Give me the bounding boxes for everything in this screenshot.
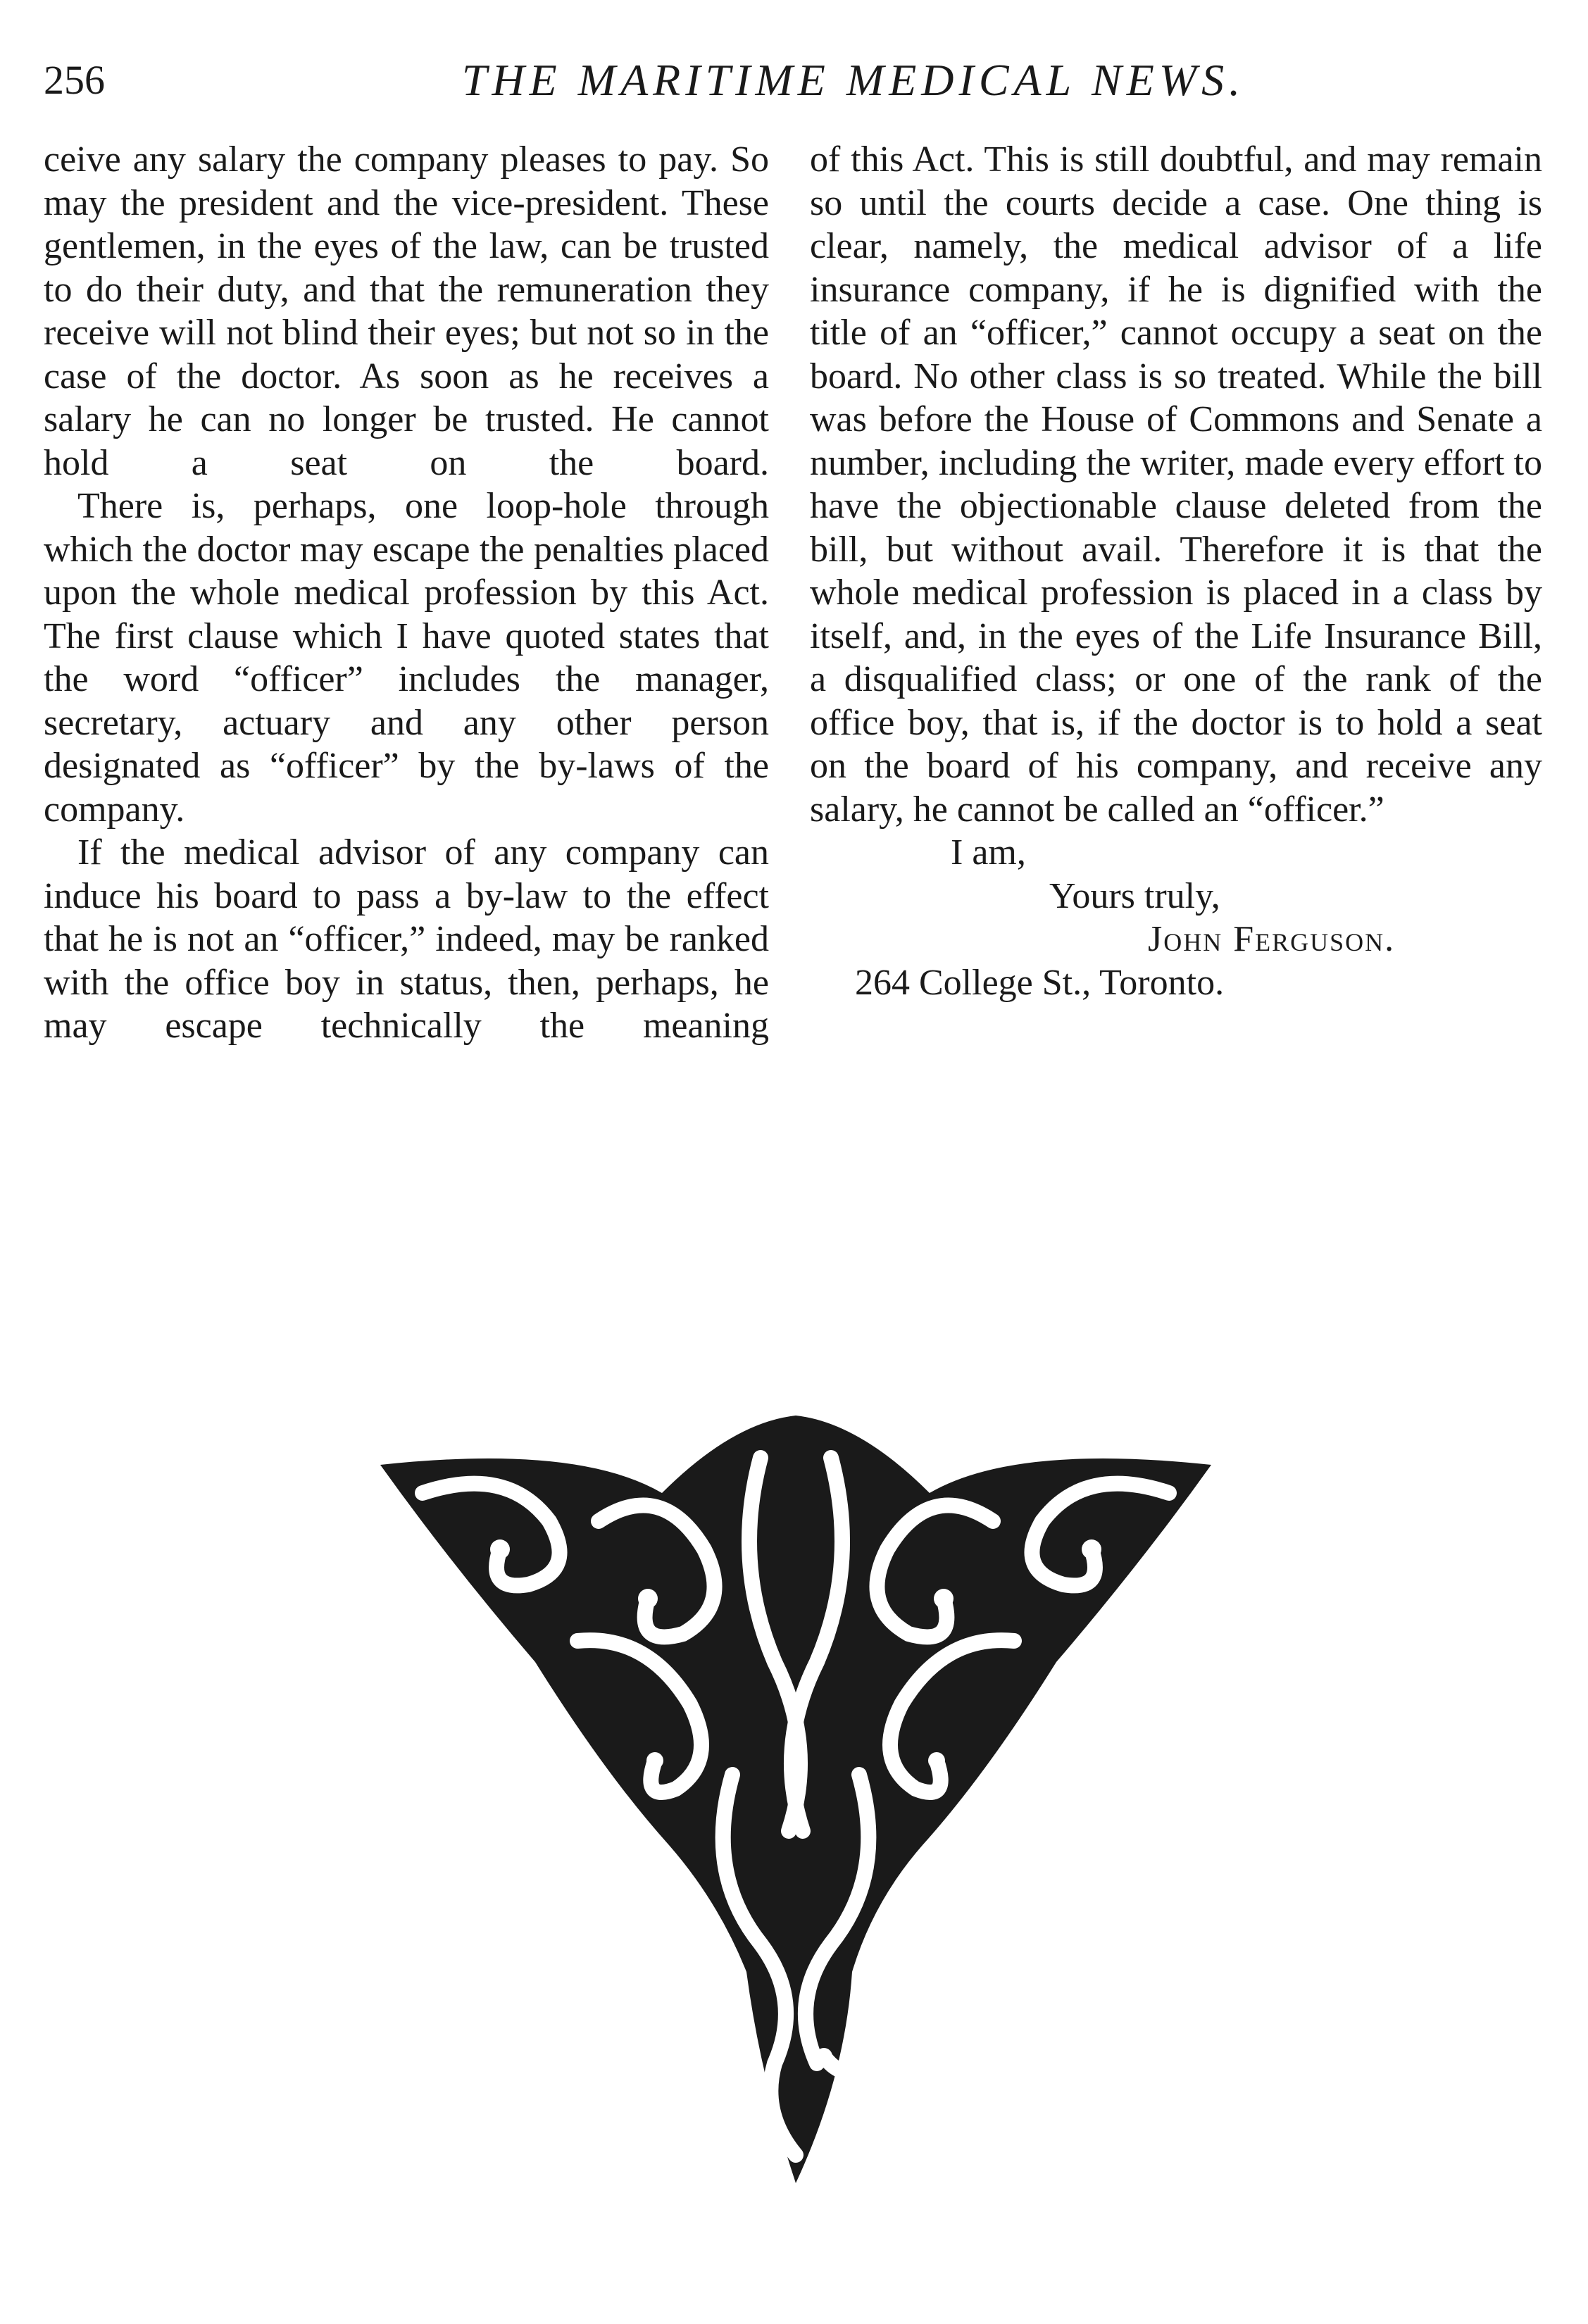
left-column [44,138,769,1048]
page-number: 256 [44,57,105,103]
right-column [810,138,1542,1004]
paragraph-4: of this Act. This is still doubtful, and may remain so until the courts decide a case. One thing is clear, namely, the medical advisor of a life insurance company, if he is dignified with the title of an “officer,” cannot occupy a seat on the board. No other class is so treated. While the bill was before the House of Commons and Senate a number, including the writer, made every effort to have the objectionable clause deleted from the bill, but without avail. Therefore it is that the whole medical profession is placed in a class by itself, and, in the eyes of the Life Insurance Bill, a disqualified class; or one of the rank of the office boy, that is, if the doctor is to hold a seat on the board of his company, and receive any salary, he cannot be called an “officer.” [810,139,1542,830]
valediction: Yours truly, [1049,875,1220,916]
author-address: 264 College St., Toronto. [855,962,1225,1003]
scroll-ornament-icon [366,1338,1225,2324]
paragraph-1: ceive any salary the company pleases to pay. So may the president and the vice-president. These gentlemen, in the eyes of the law, can be trusted to do their duty, and that the remuneration they receive will not blind their eyes; but not so in the case of the doctor. As soon as he receives a salary he can no longer be trusted. He cannot hold a seat on the board. [44,139,769,483]
running-title: THE MARITIME MEDICAL NEWS. [461,55,1246,105]
paragraph-2: There is, perhaps, one loop-hole through which the doctor may escape the penalties placed upon the whole medical profession by this Act. The first clause which I have quoted states that the word “officer” includes the manager, secretary, actuary and any other person designated as “officer” by the by-laws of the company. [44,486,769,830]
closing-line: I am, [951,832,1026,873]
author-signature: John Ferguson. [1148,919,1396,959]
paragraph-3: If the medical advisor of any company can induce his board to pass a by-law to the effect that he is not an “officer,” indeed, may be ranked with the office boy in status, then, perhaps, he may escape technically the meaning [44,832,769,1046]
page-header [44,55,1473,111]
